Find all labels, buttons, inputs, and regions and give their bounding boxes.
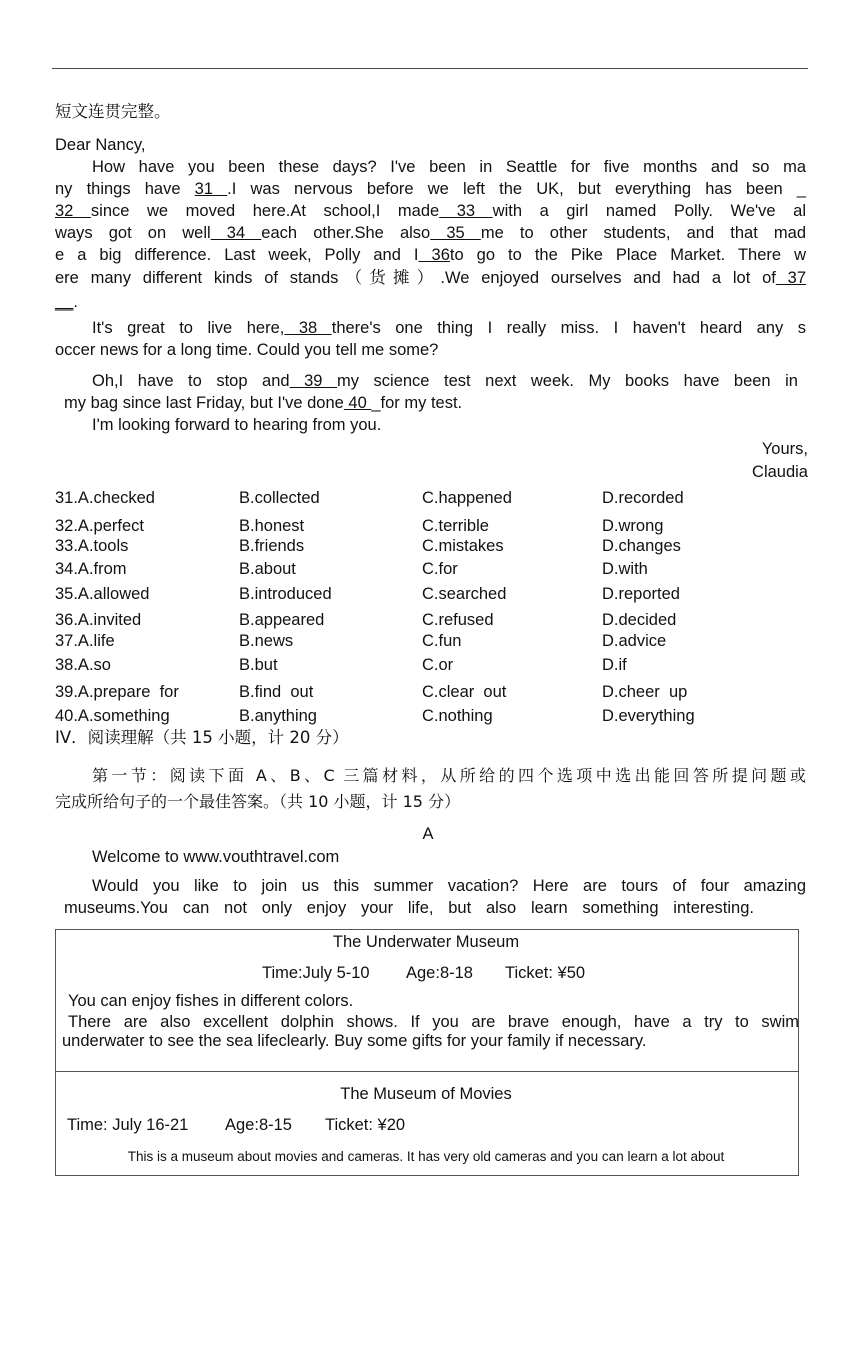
intro-line-1: Would you like to join us this summer vacation? Here are tours of four amazing [92, 877, 806, 895]
option-33-b: B.friends [239, 537, 305, 555]
text: me to other students, and that mad [480, 224, 807, 242]
option-39-b: B.find out [239, 683, 314, 701]
option-31-d: D.recorded [602, 489, 684, 507]
blank-37: 37 [775, 269, 807, 287]
option-38-c: C.or [422, 656, 454, 674]
letter-line-1: How have you been these days? I've been in Seattle for five months and so ma [92, 158, 806, 176]
blank-40: 40 [343, 394, 372, 412]
blank-37-tail: __ [55, 293, 74, 311]
museum-1-desc-1: You can enjoy fishes in different colors. [68, 992, 354, 1010]
option-39-c: C.clear out [422, 683, 507, 701]
intro-line-2: museums.You can not only enjoy your life, but also learn something interesting. [64, 899, 754, 917]
section-title: IV．阅读理解（共 15 小题，计 20 分） [55, 728, 349, 747]
text: to go to the Pike Place Market. There w [449, 246, 807, 264]
letter-line-5 [55, 244, 806, 266]
blank-32: 32 [55, 202, 91, 220]
text: _for my test. [371, 394, 463, 412]
option-37-a: 37.A.life [55, 632, 115, 650]
text: .I was nervous before we left the UK, but everything has been _ [227, 180, 806, 198]
museum-2-time: Time: July 16-21 [67, 1116, 189, 1134]
option-35-c: C.searched [422, 585, 507, 603]
text: Oh,I have to stop and [92, 372, 290, 390]
option-31-b: B.collected [239, 489, 320, 507]
letter-p3-line1 [92, 370, 798, 392]
museum-2-desc-1: This is a museum about movies and cameras. It has very old cameras and you can learn a lot about [127, 1149, 725, 1164]
closing-yours: Yours, [761, 440, 808, 458]
option-37-d: D.advice [602, 632, 667, 650]
text: ways got on well [55, 224, 211, 242]
letter-p4: I'm looking forward to hearing from you. [92, 416, 382, 434]
option-33-c: C.mistakes [422, 537, 504, 555]
option-36-c: C.refused [422, 611, 494, 629]
option-34-d: D.with [602, 560, 648, 578]
option-40-a: 40.A.something [55, 707, 170, 725]
option-34-c: C.for [422, 560, 458, 578]
option-39-a: 39.A.prepare for [55, 683, 179, 701]
option-36-a: 36.A.invited [55, 611, 142, 629]
letter-line-7 [55, 291, 806, 313]
letter-line-4 [55, 222, 806, 244]
letter-p2-line2: occer news for a long time. Could you tell me some? [55, 341, 439, 359]
option-38-a: 38.A.so [55, 656, 111, 674]
option-34-a: 34.A.from [55, 560, 127, 578]
museum-2-title: The Museum of Movies [340, 1085, 512, 1103]
option-38-d: D.if [602, 656, 627, 674]
museum-table-divider [55, 1071, 798, 1072]
section-instruction-1: 第一节：阅读下面 A、B、C 三篇材料，从所给的四个选项中选出能回答所提问题或 [92, 766, 806, 785]
option-40-b: B.anything [239, 707, 317, 725]
option-40-d: D.everything [602, 707, 695, 725]
passage-label: A [422, 825, 434, 843]
option-31-a: 31.A.checked [55, 489, 155, 507]
intro-tail: 短文连贯完整。 [55, 102, 171, 121]
option-36-b: B.appeared [239, 611, 325, 629]
museum-1-age: Age:8-18 [406, 964, 473, 982]
text: It's great to live here, [92, 319, 285, 337]
option-37-b: B.news [239, 632, 294, 650]
text: my bag since last Friday, but I've done [64, 394, 344, 412]
museum-1-desc-2: There are also excellent dolphin shows. If you are brave enough, have a try to swim [68, 1013, 799, 1031]
blank-34: 34 [210, 224, 262, 242]
option-33-d: D.changes [602, 537, 681, 555]
text: ny things have [55, 180, 195, 198]
letter-line-3 [55, 200, 806, 222]
museum-1-title: The Underwater Museum [332, 933, 520, 951]
welcome-line: Welcome to www.vouthtravel.com [92, 848, 340, 866]
option-35-b: B.introduced [239, 585, 332, 603]
option-32-a: 32.A.perfect [55, 517, 144, 535]
text: my science test next week. My books have been in [337, 372, 798, 390]
letter-line-2 [55, 178, 806, 200]
museum-1-ticket: Ticket: ¥50 [505, 964, 586, 982]
blank-36: 36 [418, 246, 450, 264]
option-39-d: D.cheer up [602, 683, 688, 701]
text: ere many different kinds of stands（货摊）.We enjoyed ourselves and had a lot of [55, 269, 776, 287]
option-32-d: D.wrong [602, 517, 664, 535]
text: each other.She also [261, 224, 431, 242]
header-rule [52, 68, 808, 69]
option-33-a: 33.A.tools [55, 537, 129, 555]
option-31-c: C.happened [422, 489, 512, 507]
museum-1-time: Time:July 5-10 [262, 964, 370, 982]
blank-35: 35 [430, 224, 481, 242]
option-35-a: 35.A.allowed [55, 585, 150, 603]
blank-33: 33 [439, 202, 493, 220]
museum-2-ticket: Ticket: ¥20 [325, 1116, 406, 1134]
option-35-d: D.reported [602, 585, 680, 603]
museum-1-desc-3: underwater to see the sea lifeclearly. Buy some gifts for your family if necessary. [62, 1032, 647, 1050]
letter-p2-line1 [92, 317, 806, 339]
option-34-b: B.about [239, 560, 296, 578]
blank-39: 39 [289, 372, 337, 390]
option-37-c: C.fun [422, 632, 462, 650]
text: e a big difference. Last week, Polly and I [55, 246, 419, 264]
option-32-c: C.terrible [422, 517, 489, 535]
blank-31: 31 [194, 180, 228, 198]
letter-line-6 [55, 267, 806, 289]
option-36-d: D.decided [602, 611, 677, 629]
text: . [73, 293, 78, 311]
option-40-c: C.nothing [422, 707, 493, 725]
option-32-b: B.honest [239, 517, 305, 535]
option-38-b: B.but [239, 656, 278, 674]
closing-name: Claudia [752, 463, 808, 481]
museum-2-age: Age:8-15 [225, 1116, 292, 1134]
letter-p3-line2 [64, 392, 815, 414]
text: since we moved here.At school,I made [90, 202, 440, 220]
blank-38: 38 [284, 319, 332, 337]
section-instruction-2: 完成所给句子的一个最佳答案。（共 10 小题，计 15 分） [55, 792, 461, 811]
text: with a girl named Polly. We've al [492, 202, 806, 220]
text: there's one thing I really miss. I haven't heard any s [331, 319, 806, 337]
salutation: Dear Nancy, [55, 136, 146, 154]
